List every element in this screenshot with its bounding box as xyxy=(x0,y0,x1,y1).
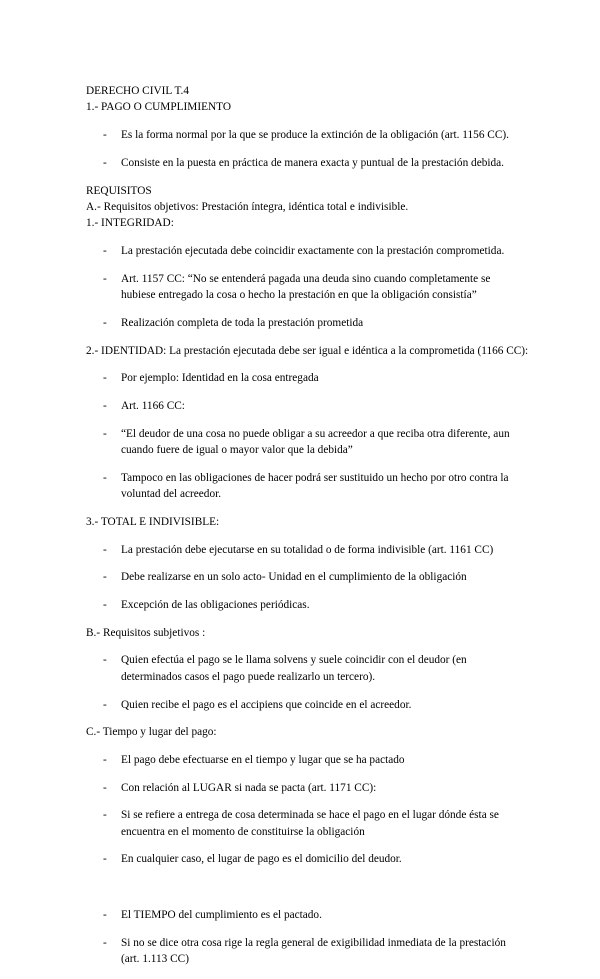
bullet-text: Por ejemplo: Identidad en la cosa entregada xyxy=(121,372,319,385)
dash-marker: - xyxy=(103,853,107,866)
blank-line xyxy=(86,879,526,895)
bullet-item xyxy=(86,597,526,613)
bullet-item xyxy=(86,315,526,331)
section-heading: 2.- IDENTIDAD: La prestación ejecutada debe ser igual e idéntica a la comprometida (1166 CC): xyxy=(86,344,529,357)
bullet-text: Realización completa de toda la prestación prometida xyxy=(121,316,364,329)
dash-marker: - xyxy=(103,471,107,484)
bullet-text: “El deudor de una cosa no puede obligar a su acreedor a que reciba otra diferente, aun cuando fuere de igual o mayor valor que la debida” xyxy=(121,427,510,457)
dash-marker: - xyxy=(103,598,107,611)
dash-marker: - xyxy=(103,654,107,667)
bullet-item xyxy=(86,697,526,713)
bullet-item xyxy=(86,569,526,585)
dash-marker: - xyxy=(103,245,107,258)
dash-marker: - xyxy=(103,372,107,385)
document-body xyxy=(86,83,529,979)
bullet-item xyxy=(86,243,526,259)
dash-marker: - xyxy=(103,316,107,329)
bullet-text: Quien efectúa el pago se le llama solvens y suele coincidir con el deudor (en determinados casos el pago puede realizarlo un tercero). xyxy=(121,654,467,683)
bullet-text: El TIEMPO del cumplimiento es el pactado. xyxy=(121,908,322,921)
section-heading: REQUISITOS xyxy=(86,184,152,197)
bullet-text: Consiste en la puesta en práctica de manera exacta y puntual de la prestación debida. xyxy=(121,156,504,169)
dash-marker: - xyxy=(103,399,107,412)
bullet-item xyxy=(86,127,526,143)
document-title: DERECHO CIVIL T.4 xyxy=(86,85,190,97)
bullet-item xyxy=(86,470,526,503)
dash-marker: - xyxy=(103,698,107,711)
section-heading: 1.- PAGO O CUMPLIMIENTO xyxy=(86,101,231,114)
bullet-item xyxy=(86,780,526,796)
dash-marker: - xyxy=(103,543,107,556)
bullet-text: Si se refiere a entrega de cosa determinada se hace el pago en el lugar dónde ésta se encuentra en el momento de constituirse la obligación xyxy=(121,809,499,838)
bullet-text: La prestación ejecutada debe coincidir exactamente con la prestación comprometida. xyxy=(121,245,505,258)
bullet-text: Si no se dice otra cosa rige la regla general de exigibilidad inmediata de la prestación (art. 1.113 CC) xyxy=(121,936,506,965)
bullet-text: Excepción de las obligaciones periódicas. xyxy=(121,598,310,611)
bullet-text: Con relación al LUGAR si nada se pacta (art. 1171 CC): xyxy=(121,781,377,794)
dash-marker: - xyxy=(103,781,107,794)
section-heading: 3.- TOTAL E INDIVISIBLE: xyxy=(86,515,220,528)
bullet-text: Art. 1157 CC: “No se entenderá pagada una deuda sino cuando completamente se hubiese entregado la cosa o hecho la prestación en que la obligación consistía” xyxy=(121,272,491,302)
bullet-item xyxy=(86,851,526,867)
bullet-item xyxy=(86,155,526,171)
bullet-item xyxy=(86,271,526,304)
dash-marker: - xyxy=(103,156,107,169)
bullet-item xyxy=(86,807,526,840)
bullet-text: Es la forma normal por la que se produce la extinción de la obligación (art. 1156 CC). xyxy=(121,129,509,142)
bullet-text: Quien recibe el pago es el accipiens que coincide en el acreedor. xyxy=(121,698,412,711)
bullet-item xyxy=(86,752,526,768)
bullet-item xyxy=(86,652,526,685)
bullet-text: Tampoco en las obligaciones de hacer podrá ser sustituido un hecho por otro contra la voluntad del acreedor. xyxy=(121,471,509,501)
bullet-text: En cualquier caso, el lugar de pago es el domicilio del deudor. xyxy=(121,853,402,866)
bullet-item xyxy=(86,426,526,459)
section-heading: B.- Requisitos subjetivos : xyxy=(86,626,206,639)
dash-marker: - xyxy=(103,809,107,822)
section-heading: 1.- INTEGRIDAD: xyxy=(86,217,174,230)
bullet-item xyxy=(86,907,526,923)
bullet-text: Art. 1166 CC: xyxy=(121,399,185,412)
dash-marker: - xyxy=(103,908,107,921)
bullet-text: El pago debe efectuarse en el tiempo y lugar que se ha pactado xyxy=(121,753,405,766)
bullet-item xyxy=(86,542,526,558)
dash-marker: - xyxy=(103,571,107,584)
dash-marker: - xyxy=(103,427,107,440)
dash-marker: - xyxy=(103,272,107,285)
bullet-item xyxy=(86,935,526,968)
bullet-item xyxy=(86,398,526,414)
bullet-text: La prestación debe ejecutarse en su totalidad o de forma indivisible (art. 1161 CC) xyxy=(121,543,494,556)
bullet-text: Debe realizarse en un solo acto- Unidad en el cumplimiento de la obligación xyxy=(121,571,467,584)
section-heading: C.- Tiempo y lugar del pago: xyxy=(86,726,217,739)
bullet-item xyxy=(86,370,526,386)
section-heading: A.- Requisitos objetivos: Prestación íntegra, idéntica total e indivisible. xyxy=(86,200,409,213)
dash-marker: - xyxy=(103,936,107,949)
dash-marker: - xyxy=(103,753,107,766)
dash-marker: - xyxy=(103,129,107,142)
